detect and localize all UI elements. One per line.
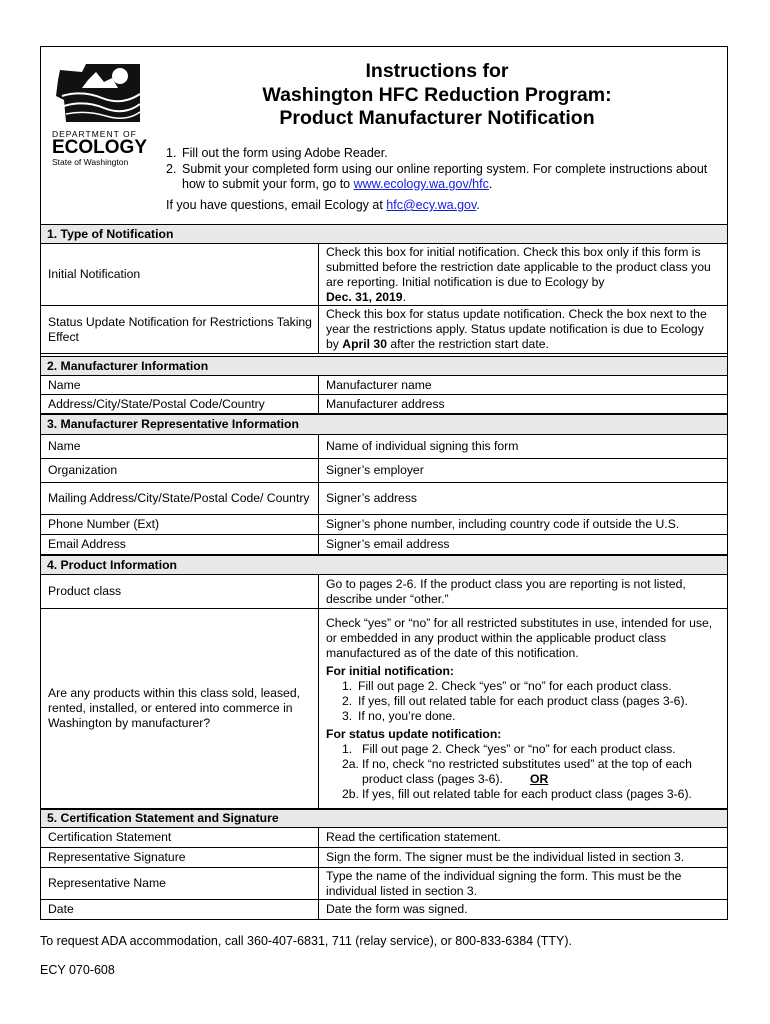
- table-row: [41, 459, 727, 483]
- title-line-2: Washington HFC Reduction Program:: [262, 83, 612, 106]
- initial-steps-list: [326, 679, 719, 724]
- title-line-1: Instructions for: [365, 60, 509, 82]
- list-item: 3. If no, you’re done.: [342, 708, 456, 723]
- hfc-email-link[interactable]: hfc@ecy.wa.gov: [386, 198, 477, 212]
- list-item: 2a. If no, check “no restricted substitutes used” at the top of each product class (pages 3-6). OR: [342, 756, 692, 786]
- list-item: 2. If yes, fill out related table for each product class (pages 3-6).: [342, 693, 688, 708]
- step-item: 2. Submit your completed form using our online reporting system. For complete instructions about how to submit your form, go to www.ecology.wa.gov/hfc.: [166, 161, 708, 191]
- section-4-header: 4. Product Information: [41, 555, 727, 575]
- row-label: Organization: [41, 459, 319, 482]
- instruction-steps: [166, 146, 726, 193]
- initial-notification-label: Initial Notification: [41, 244, 319, 305]
- list-item: 1. Fill out page 2. Check “yes” or “no” for each product class.: [342, 741, 676, 756]
- row-value: Go to pages 2-6. If the product class you are reporting is not listed, describe under “other.”: [326, 576, 686, 606]
- row-value: Signer’s employer: [326, 463, 424, 477]
- section-3-header: 3. Manufacturer Representative Information: [41, 414, 727, 435]
- row-value: Read the certification statement.: [326, 830, 501, 844]
- row-label: Representative Signature: [41, 848, 319, 867]
- table-row: [41, 244, 727, 306]
- status-steps-list: [326, 742, 719, 802]
- table-row: [41, 575, 727, 609]
- table-row: [41, 376, 727, 395]
- row-label: Date: [41, 900, 319, 919]
- table-row: [41, 306, 727, 354]
- table-row: [41, 515, 727, 535]
- row-label: Representative Name: [41, 868, 319, 899]
- table-row: [41, 435, 727, 459]
- table-row: [41, 535, 727, 555]
- page-title: [150, 60, 724, 131]
- form-number: ECY 070-608: [40, 963, 115, 977]
- washington-state-icon: [52, 60, 148, 126]
- logo-dept: DEPARTMENT OF: [52, 129, 137, 139]
- section-5-header: 5. Certification Statement and Signature: [41, 809, 727, 828]
- table-row: [41, 395, 727, 414]
- logo-name: ECOLOGY: [52, 137, 148, 158]
- row-label: Are any products within this class sold, leased, rented, installed, or entered into commerce in Washington by manufacturer?: [41, 609, 319, 808]
- logo-state: State of Washington: [52, 157, 129, 167]
- row-label: Name: [41, 376, 319, 394]
- step-item: 1. Fill out the form using Adobe Reader.: [166, 146, 388, 160]
- row-value: Sign the form. The signer must be the individual listed in section 3.: [326, 850, 685, 864]
- status-update-label: Status Update Notification for Restrictions Taking Effect: [41, 306, 319, 353]
- row-value: Signer’s phone number, including country code if outside the U.S.: [326, 517, 680, 531]
- section-1-header: 1. Type of Notification: [41, 224, 727, 244]
- list-item: 1. Fill out page 2. Check “yes” or “no” for each product class.: [342, 678, 672, 693]
- hfc-website-link[interactable]: www.ecology.wa.gov/hfc: [353, 177, 489, 191]
- row-label: Mailing Address/City/State/Postal Code/ Country: [41, 483, 319, 514]
- table-row: [41, 900, 727, 919]
- table-row: [41, 868, 727, 900]
- table-row: [41, 848, 727, 868]
- product-question-desc: Check “yes” or “no” for all restricted substitutes in use, intended for use, or embedded in any product within the applicable product class manufactured as of the date of this notification. For initial notification: 1. Fill out page 2. Check “yes” or “no” for each product class. 2. If yes, fill out related table for each product class (pages 3-6). 3. If no, you’re done. For status update notification: 1. Fill out page 2. Check “yes” or “no” for each product class. 2a. If no, check “no restricted substitutes used” at the top of each product class (pages 3-6). OR 2b. If yes, fill out related table for each product class (pages 3-6).: [319, 609, 727, 808]
- section-2-header: 2. Manufacturer Information: [41, 356, 727, 376]
- row-value: Type the name of the individual signing the form. This must be the individual listed in section 3.: [326, 868, 682, 898]
- questions-line: If you have questions, email Ecology at hfc@ecy.wa.gov.: [166, 198, 480, 212]
- row-value: Manufacturer address: [326, 396, 445, 411]
- list-item: 2b. If yes, fill out related table for each product class (pages 3-6).: [342, 786, 692, 801]
- status-update-desc: Check this box for status update notification. Check the box next to the year the restrictions apply. Status update notification is due to Ecology by April 30 after the restriction start date.: [326, 307, 707, 351]
- row-label: Phone Number (Ext): [41, 515, 319, 534]
- row-value: Signer’s email address: [326, 537, 450, 551]
- title-line-3: Product Manufacturer Notification: [279, 107, 595, 129]
- row-label: Product class: [41, 575, 319, 608]
- row-label: Name: [41, 435, 319, 458]
- ecology-logo: [52, 60, 148, 167]
- row-value: Signer’s address: [326, 491, 418, 505]
- row-value: Date the form was signed.: [326, 902, 468, 916]
- row-label: Certification Statement: [41, 828, 319, 847]
- row-label: Address/City/State/Postal Code/Country: [41, 395, 319, 413]
- table-row: [41, 828, 727, 848]
- ada-notice: To request ADA accommodation, call 360-407-6831, 711 (relay service), or 800-833-6384 (TTY).: [40, 934, 572, 948]
- row-value: Manufacturer name: [326, 377, 432, 392]
- initial-notification-desc: Check this box for initial notification. Check this box only if this form is submitted before the restriction date applicable to the product class you are reporting. Initial notification is due to Ecology by Dec. 31, 2019.: [326, 244, 711, 304]
- table-row: [41, 609, 727, 809]
- row-value: Name of individual signing this form: [326, 439, 519, 453]
- table-row: [41, 483, 727, 515]
- row-label: Email Address: [41, 535, 319, 554]
